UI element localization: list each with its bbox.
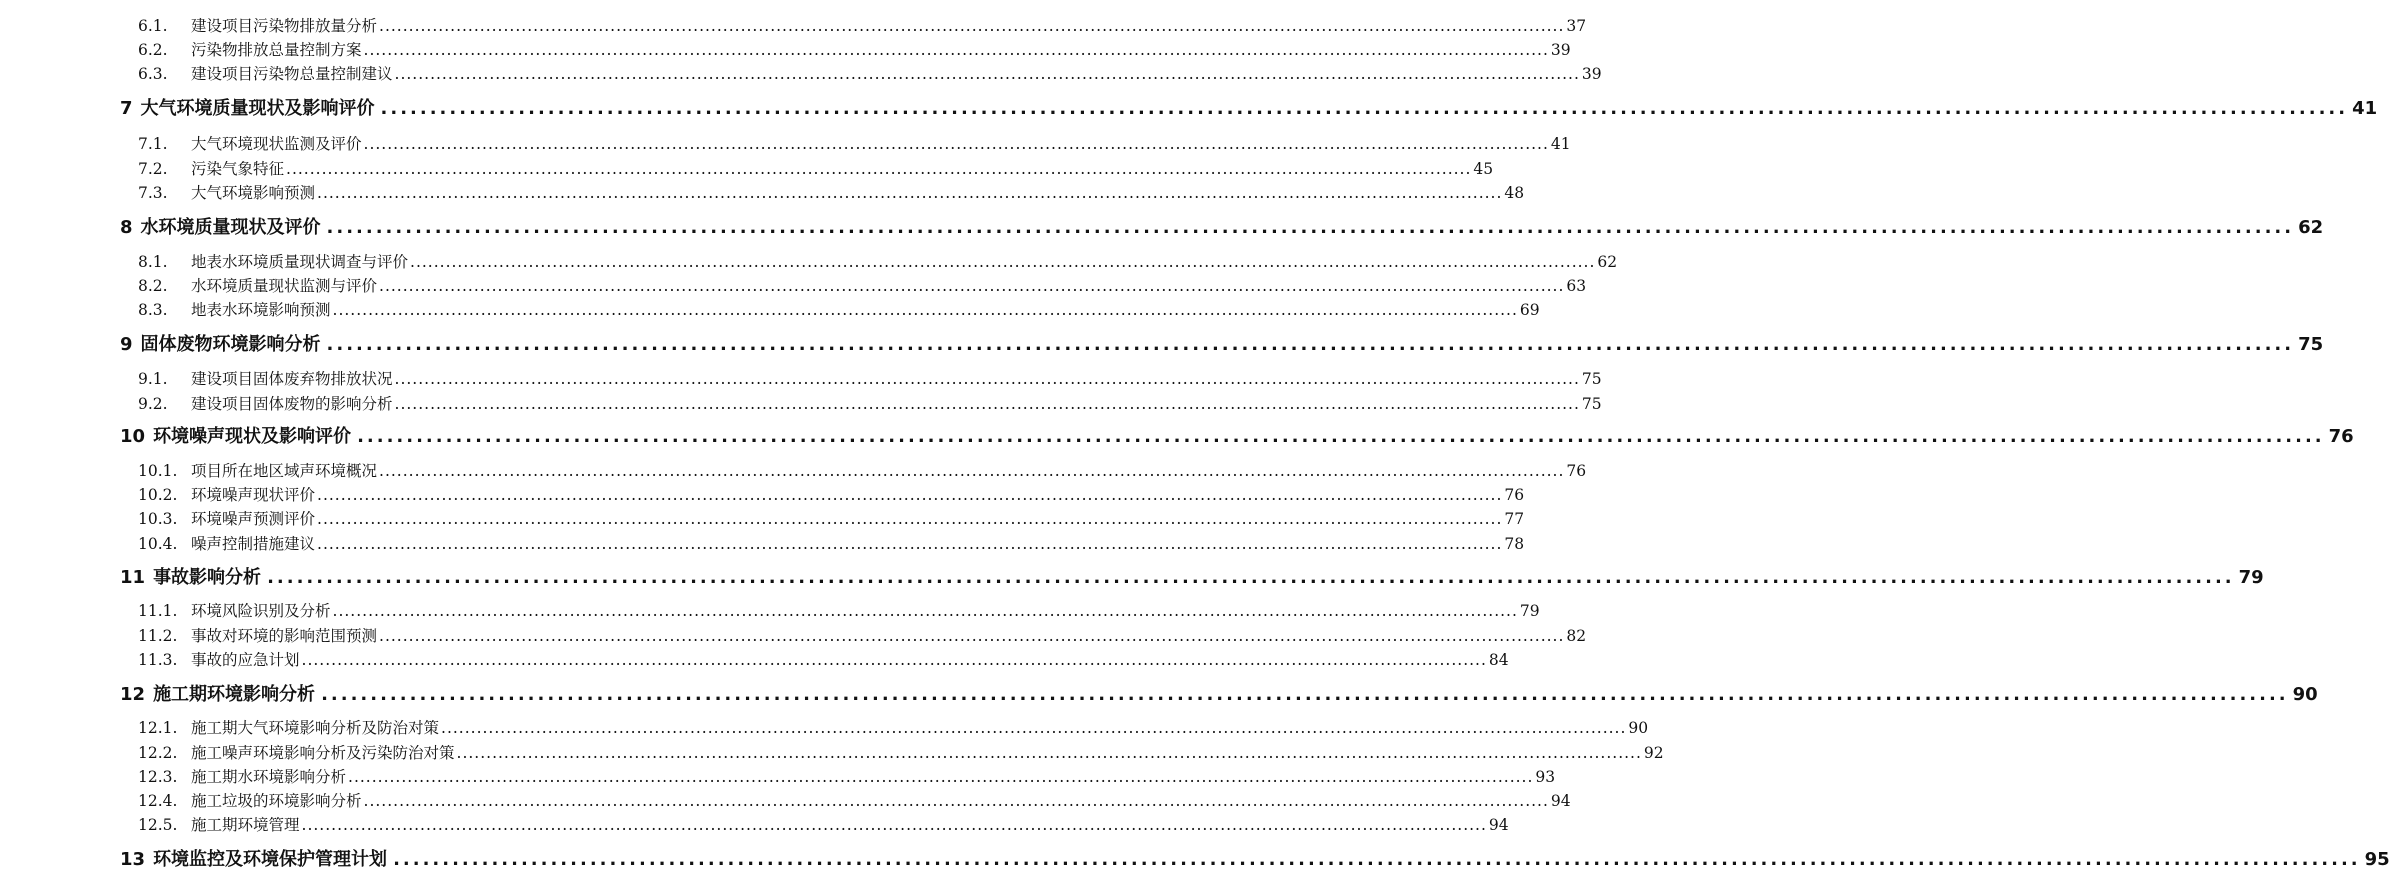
toc-page-number: 77: [1504, 510, 1525, 528]
toc-chapter-13[interactable]: [120, 845, 2390, 875]
toc-number: 11.1.: [138, 602, 178, 620]
toc-title: 施工期大气环境影响分析及防治对策: [191, 719, 440, 737]
toc-title: 建设项目固体废物的影响分析: [191, 395, 393, 413]
toc-title: 项目所在地区域声环境概况: [191, 462, 378, 480]
toc-entry-9-2[interactable]: [138, 392, 1602, 416]
toc-page-number: 95: [2364, 849, 2390, 870]
toc-number: 12: [120, 684, 146, 705]
toc-title: 施工期环境管理: [191, 816, 300, 834]
dot-leader: ........................................................................................................................................................................................................: [394, 395, 1580, 413]
toc-title: 环境噪声现状评价: [191, 486, 316, 504]
dot-leader: ........................................................................................................................................................................................................: [332, 301, 1518, 319]
toc-page-number: 41: [1550, 135, 1571, 153]
toc-page-number: 94: [1550, 792, 1571, 810]
toc-title: 环境监控及环境保护管理计划: [153, 849, 388, 870]
toc-chapter-11[interactable]: [120, 563, 2264, 593]
dot-leader: ........................................................................................................................................................................................................: [317, 486, 1503, 504]
dot-leader: ........................................................................................................................................................................................................: [267, 567, 2235, 588]
toc-page-number: 45: [1473, 160, 1494, 178]
dot-leader: ........................................................................................................................................................................................................: [321, 684, 2289, 705]
toc-entry-11-1[interactable]: [138, 599, 1540, 623]
toc-entry-11-3[interactable]: [138, 648, 1509, 672]
toc-number: 7.1.: [138, 135, 168, 153]
toc-number: 7.3.: [138, 184, 168, 202]
toc-number: 13: [120, 849, 146, 870]
toc-title: 大气环境现状监测及评价: [191, 135, 362, 153]
toc-page-number: 37: [1566, 17, 1587, 35]
toc-entry-8-1[interactable]: [138, 250, 1618, 274]
dot-leader: ........................................................................................................................................................................................................: [410, 253, 1596, 271]
toc-page-number: 92: [1643, 744, 1664, 762]
toc-number: 8.3.: [138, 301, 168, 319]
toc-title: 地表水环境影响预测: [191, 301, 331, 319]
toc-title: 水环境质量现状监测与评价: [191, 277, 378, 295]
toc-entry-12-2[interactable]: [138, 741, 1664, 765]
toc-page-number: 63: [1566, 277, 1587, 295]
toc-entry-8-3[interactable]: [138, 298, 1540, 322]
toc-number: 10.2.: [138, 486, 178, 504]
toc-number: 12.2.: [138, 744, 178, 762]
toc-page-number: 93: [1535, 768, 1556, 786]
toc-title: 建设项目污染物排放量分析: [191, 17, 378, 35]
dot-leader: ........................................................................................................................................................................................................: [363, 41, 1549, 59]
toc-page-number: 78: [1504, 535, 1525, 553]
toc-chapter-12[interactable]: [120, 680, 2318, 710]
toc-number: 11.2.: [138, 627, 178, 645]
toc-entry-7-2[interactable]: [138, 157, 1494, 181]
toc-title: 建设项目污染物总量控制建议: [191, 65, 393, 83]
toc-entry-10-4[interactable]: [138, 532, 1525, 556]
toc-title: 污染物排放总量控制方案: [191, 41, 362, 59]
toc-number: 12.5.: [138, 816, 178, 834]
toc-chapter-8[interactable]: [120, 213, 2324, 243]
toc-page-number: 62: [1597, 253, 1618, 271]
dot-leader: ........................................................................................................................................................................................................: [379, 277, 1565, 295]
toc-title: 环境噪声预测评价: [191, 510, 316, 528]
toc-entry-9-1[interactable]: [138, 367, 1602, 391]
dot-leader: ........................................................................................................................................................................................................: [441, 719, 1627, 737]
toc-page-number: 90: [2292, 684, 2318, 705]
dot-leader: ........................................................................................................................................................................................................: [363, 135, 1549, 153]
dot-leader: ........................................................................................................................................................................................................: [317, 535, 1503, 553]
dot-leader: ........................................................................................................................................................................................................: [394, 65, 1580, 83]
toc-title: 固体废物环境影响分析: [140, 334, 321, 355]
toc-number: 11.3.: [138, 651, 178, 669]
dot-leader: ........................................................................................................................................................................................................: [301, 816, 1487, 834]
toc-number: 12.4.: [138, 792, 178, 810]
toc-number: 10.3.: [138, 510, 178, 528]
toc-page-number: 84: [1488, 651, 1509, 669]
toc-number: 9.1.: [138, 370, 168, 388]
dot-leader: ........................................................................................................................................................................................................: [326, 334, 2295, 355]
toc-number: 8: [120, 217, 133, 238]
toc-page-number: 69: [1519, 301, 1540, 319]
toc-page-number: 76: [1566, 462, 1587, 480]
toc-page-number: 41: [2352, 98, 2378, 119]
toc-title: 施工期环境影响分析: [153, 684, 316, 705]
dot-leader: ........................................................................................................................................................................................................: [379, 627, 1565, 645]
toc-entry-7-1[interactable]: [138, 132, 1571, 156]
toc-entry-6-2[interactable]: [138, 38, 1571, 62]
dot-leader: ........................................................................................................................................................................................................: [379, 17, 1565, 35]
toc-entry-12-3[interactable]: [138, 765, 1556, 789]
toc-entry-12-1[interactable]: [138, 716, 1649, 740]
toc-page-number: 79: [1519, 602, 1540, 620]
toc-page-number: 79: [2238, 567, 2264, 588]
toc-page-number: 39: [1550, 41, 1571, 59]
toc-page-number: 76: [1504, 486, 1525, 504]
toc-number: 12.3.: [138, 768, 178, 786]
toc-number: 6.1.: [138, 17, 168, 35]
toc-title: 大气环境影响预测: [191, 184, 316, 202]
dot-leader: ........................................................................................................................................................................................................: [393, 849, 2361, 870]
toc-number: 9.2.: [138, 395, 168, 413]
toc-entry-8-2[interactable]: [138, 274, 1587, 298]
toc-page-number: 82: [1566, 627, 1587, 645]
dot-leader: ........................................................................................................................................................................................................: [348, 768, 1534, 786]
toc-entry-10-2[interactable]: [138, 483, 1525, 507]
toc-title: 施工噪声环境影响分析及污染防治对策: [191, 744, 455, 762]
toc-number: 11: [120, 567, 146, 588]
toc-page-number: 76: [2328, 426, 2354, 447]
toc-page-number: 90: [1628, 719, 1649, 737]
toc-title: 地表水环境质量现状调查与评价: [191, 253, 409, 271]
toc-entry-7-3[interactable]: [138, 181, 1525, 205]
toc-number: 6.2.: [138, 41, 168, 59]
toc-page-number: 62: [2298, 217, 2324, 238]
dot-leader: ........................................................................................................................................................................................................: [380, 98, 2349, 119]
toc-number: 10: [120, 426, 146, 447]
toc-title: 环境风险识别及分析: [191, 602, 331, 620]
toc-title: 施工期水环境影响分析: [191, 768, 347, 786]
dot-leader: ........................................................................................................................................................................................................: [456, 744, 1642, 762]
toc-title: 污染气象特征: [191, 160, 285, 178]
toc-entry-6-1[interactable]: [138, 14, 1587, 38]
toc-entry-10-3[interactable]: [138, 507, 1525, 531]
toc-entry-11-2[interactable]: [138, 624, 1587, 648]
toc-number: 7: [120, 98, 133, 119]
toc-chapter-10[interactable]: [120, 422, 2354, 452]
toc-number: 10.1.: [138, 462, 178, 480]
toc-page-number: 48: [1504, 184, 1525, 202]
dot-leader: ........................................................................................................................................................................................................: [379, 462, 1565, 480]
toc-page-number: 39: [1581, 65, 1602, 83]
toc-title: 噪声控制措施建议: [191, 535, 316, 553]
dot-leader: ........................................................................................................................................................................................................: [332, 602, 1518, 620]
toc-chapter-9[interactable]: [120, 330, 2324, 360]
toc-page-number: 75: [1581, 395, 1602, 413]
toc-title: 事故影响分析: [153, 567, 262, 588]
toc-number: 9: [120, 334, 133, 355]
dot-leader: ........................................................................................................................................................................................................: [317, 510, 1503, 528]
toc-title: 建设项目固体废弃物排放状况: [191, 370, 393, 388]
toc-number: 10.4.: [138, 535, 178, 553]
toc-number: 6.3.: [138, 65, 168, 83]
toc-title: 事故的应急计划: [191, 651, 300, 669]
toc-entry-12-5[interactable]: [138, 813, 1509, 837]
dot-leader: ........................................................................................................................................................................................................: [326, 217, 2295, 238]
dot-leader: ........................................................................................................................................................................................................: [363, 792, 1549, 810]
dot-leader: ........................................................................................................................................................................................................: [286, 160, 1472, 178]
toc-number: 8.1.: [138, 253, 168, 271]
dot-leader: ........................................................................................................................................................................................................: [357, 426, 2325, 447]
dot-leader: ........................................................................................................................................................................................................: [317, 184, 1503, 202]
toc-title: 环境噪声现状及影响评价: [153, 426, 352, 447]
toc-page-number: 75: [1581, 370, 1602, 388]
toc-entry-10-1[interactable]: [138, 459, 1587, 483]
toc-page-number: 75: [2298, 334, 2324, 355]
toc-page-number: 94: [1488, 816, 1509, 834]
toc-number: 7.2.: [138, 160, 168, 178]
toc-title: 水环境质量现状及评价: [140, 217, 321, 238]
dot-leader: ........................................................................................................................................................................................................: [301, 651, 1487, 669]
toc-title: 大气环境质量现状及影响评价: [140, 98, 375, 119]
toc-number: 12.1.: [138, 719, 178, 737]
dot-leader: ........................................................................................................................................................................................................: [394, 370, 1580, 388]
toc-title: 施工垃圾的环境影响分析: [191, 792, 362, 810]
toc-chapter-7[interactable]: [120, 94, 2378, 124]
toc-entry-6-3[interactable]: [138, 62, 1602, 86]
toc-number: 8.2.: [138, 277, 168, 295]
toc-title: 事故对环境的影响范围预测: [191, 627, 378, 645]
toc-entry-12-4[interactable]: [138, 789, 1571, 813]
